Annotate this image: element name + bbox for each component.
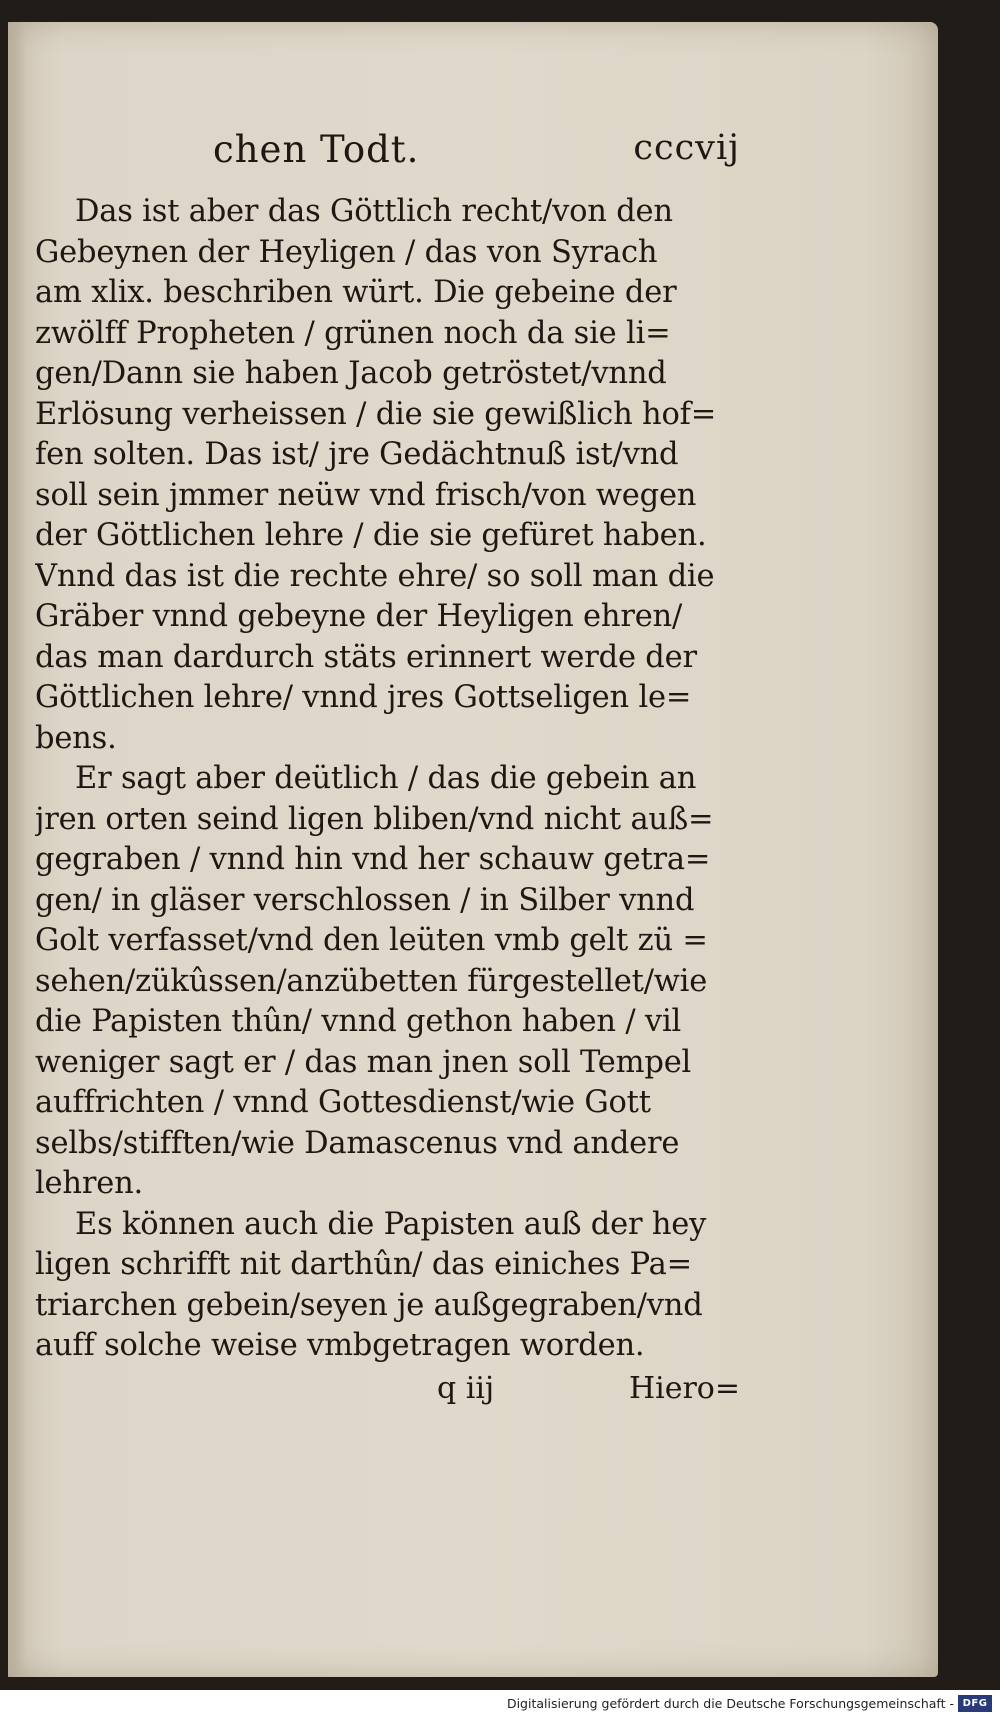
page-gutter-shadow <box>8 22 26 1677</box>
text-line: Gräber vnnd gebeyne der Heyligen ehren/ <box>35 599 683 634</box>
running-head: chen Todt. <box>213 128 420 171</box>
text-line: lehren. <box>35 1166 144 1201</box>
page-header <box>35 122 740 192</box>
text-line: auffrichten / vnnd Gottesdienst/wie Gott <box>35 1085 651 1120</box>
text-line: gen/Dann sie haben Jacob getröstet/vnnd <box>35 356 667 391</box>
catchword: Hiero= <box>628 1370 740 1406</box>
text-line: bens. <box>35 720 117 756</box>
text-line: das man dardurch stäts erinnert werde der <box>35 639 697 675</box>
text-line: fen solten. Das ist/ jre Gedächtnuß ist/vnd <box>35 437 679 472</box>
text-line: Das ist aber das Göttlich recht/von den <box>75 194 673 229</box>
book-page <box>8 22 938 1677</box>
text-line: selbs/stifften/wie Damascenus vnd andere <box>35 1125 680 1161</box>
text-line: die Papisten thûn/ vnnd gethon haben / vil <box>35 1004 682 1039</box>
text-line: Gebeynen der Heyligen / das von Syrach <box>35 234 658 270</box>
text-line: Erlösung verheissen / die sie gewißlich hof= <box>35 396 717 432</box>
body-text <box>35 192 740 1367</box>
text-line: ligen schrifft nit darthûn/ das einiches Pa= <box>35 1247 692 1282</box>
text-line: triarchen gebein/seyen je außgegraben/vnd <box>35 1287 703 1323</box>
text-line: sehen/zükûssen/anzübetten fürgestellet/wie <box>35 963 708 999</box>
funding-text: Digitalisierung gefördert durch die Deutsche Forschungsgemeinschaft - <box>506 1696 954 1711</box>
text-line: am xlix. beschriben würt. Die gebeine der <box>35 275 677 310</box>
text-line: weniger sagt er / das man jnen soll Tempel <box>35 1044 692 1080</box>
text-line: Er sagt aber deütlich / das die gebein an <box>75 761 697 796</box>
text-line: der Göttlichen lehre / die sie gefüret haben. <box>35 518 707 553</box>
text-line: gegraben / vnnd hin vnd her schauw getra= <box>35 842 711 877</box>
signature-mark: q iij <box>437 1370 495 1406</box>
text-line: Vnnd das ist die rechte ehre/ so soll man die <box>35 558 715 594</box>
text-line: Golt verfasset/vnd den leüten vmb gelt zü = <box>35 923 708 958</box>
folio-number: cccvij <box>633 128 740 168</box>
text-line: Göttlichen lehre/ vnnd jres Gottseligen le= <box>35 680 692 715</box>
text-line: auff solche weise vmbgetragen worden. <box>35 1328 645 1363</box>
text-line: soll sein jmmer neüw vnd frisch/von wegen <box>35 477 697 513</box>
text-line: jren orten seind ligen bliben/vnd nicht auß= <box>35 801 714 837</box>
text-line: zwölff Propheten / grünen noch da sie li= <box>35 315 671 351</box>
page-footer <box>35 1369 740 1417</box>
text-line: Es können auch die Papisten auß der hey <box>75 1206 707 1242</box>
funding-bar <box>0 1690 1000 1718</box>
text-block <box>35 122 740 1417</box>
text-line: gen/ in gläser verschlossen / in Silber vnnd <box>35 882 695 918</box>
dfg-logo-icon: DFG <box>958 1695 992 1712</box>
